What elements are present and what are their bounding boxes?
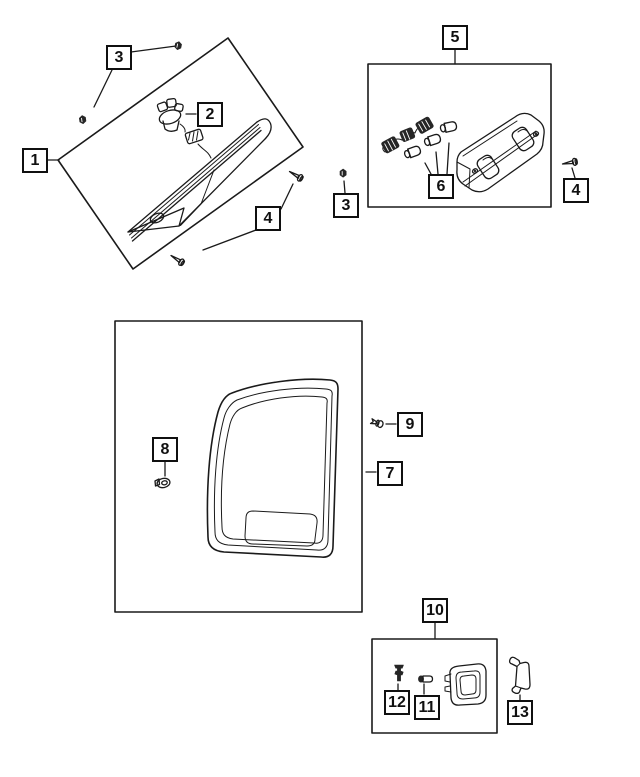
harness-drawing	[381, 116, 457, 159]
clip-icon	[174, 41, 182, 50]
stop-lamp-section-frame	[58, 38, 303, 269]
clip-icon	[79, 115, 86, 124]
clip-icon	[340, 169, 346, 177]
retainer-nut-drawing	[155, 477, 171, 489]
leader-lines	[48, 46, 575, 700]
callout-3b[interactable]: 3	[333, 193, 359, 218]
callout-10[interactable]: 10	[422, 598, 448, 623]
bulb-icon	[423, 133, 441, 147]
wire-connector-drawing	[185, 129, 211, 158]
screw-icon	[562, 158, 578, 167]
bulb-icon	[403, 145, 421, 159]
stop-lamp-drawing	[128, 119, 271, 241]
callout-3[interactable]: 3	[106, 45, 132, 70]
callout-5[interactable]: 5	[442, 25, 468, 50]
callout-12[interactable]: 12	[384, 690, 410, 715]
callout-13[interactable]: 13	[507, 700, 533, 725]
lamp-unit-section-frame	[368, 64, 551, 207]
mount-hole	[149, 211, 165, 225]
callout-4[interactable]: 4	[255, 206, 281, 231]
lens-window	[245, 511, 317, 546]
retainer-bracket-drawing	[510, 657, 530, 693]
lamp-housing-drawing	[457, 113, 544, 191]
callout-11[interactable]: 11	[414, 695, 440, 720]
callout-8[interactable]: 8	[152, 437, 178, 462]
screw-icon	[169, 253, 185, 267]
tail-lamp-lens-drawing	[207, 379, 338, 557]
callout-2[interactable]: 2	[197, 102, 223, 127]
callout-6[interactable]: 6	[428, 174, 454, 199]
callout-1[interactable]: 1	[22, 148, 48, 173]
barbed-clip-drawing	[395, 665, 404, 681]
license-bezel-drawing	[445, 664, 486, 705]
bulb-icon	[440, 121, 458, 133]
socket-drawing	[157, 98, 185, 132]
small-bulb-drawing	[418, 676, 432, 682]
screw-icon	[288, 168, 304, 182]
callout-9[interactable]: 9	[397, 412, 423, 437]
callout-4b[interactable]: 4	[563, 178, 589, 203]
callout-7[interactable]: 7	[377, 461, 403, 486]
push-pin-drawing	[370, 418, 384, 428]
